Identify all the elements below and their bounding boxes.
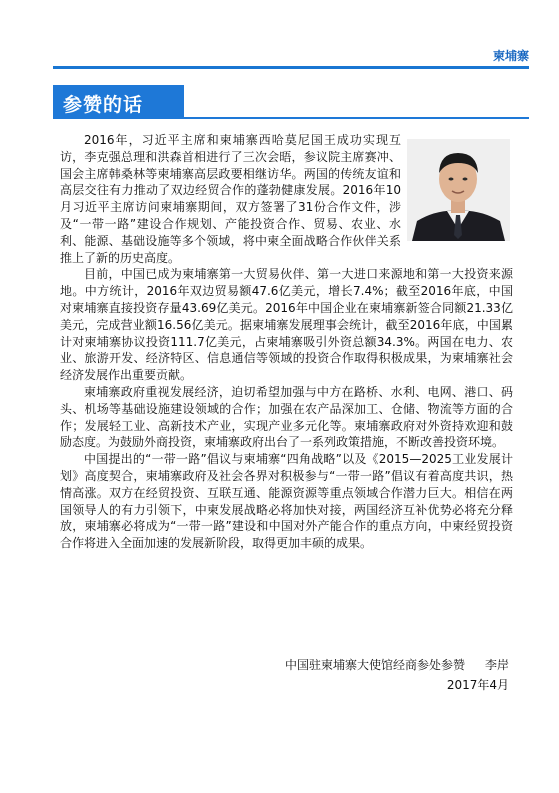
header-label: 柬埔寨 [492, 49, 529, 63]
section-banner [53, 85, 184, 119]
paragraph: 2016年，习近平主席和柬埔寨西哈莫尼国王成功实现互访，李克强总理和洪森首相进行了三次会晤，参议院主席赛冲、国会主席韩桑林等柬埔寨高层政要相继访华。两国的传统友谊和高层交往有力推动了双边经贸合作的蓬勃健康发展。2016年10月习近平主席访问柬埔寨期间，双方签署了31份合作文件，涉及“一带一路”建设合作规划、产能投资合作、贸易、农业、水利、能源、基础设施等多个领域，将中柬全面战略合作伙伴关系推上了新的历史高度。 [60, 133, 401, 265]
header-divider [53, 66, 529, 69]
signature-title: 中国驻柬埔寨大使馆经商参处参赞 [284, 658, 465, 672]
signature-name: 李岸 [484, 658, 509, 672]
section-divider [184, 117, 529, 119]
signature-line [285, 655, 509, 675]
paragraph: 目前，中国已成为柬埔寨第一大贸易伙伴、第一大进口来源地和第一大投资来源地。中方统计，2016年双边贸易额47.6亿美元，增长7.4%；截至2016年底，中国对柬埔寨直接投资存量43.69亿美元。2016年中国企业在柬埔寨新签合同额21.33亿美元，完成营业额16.56亿美元。据柬埔寨发展理事会统计，截至2016年底，中国累计对柬埔寨协议投资111.7亿美元，占柬埔寨吸引外资总额34.3%。两国在电力、农业、旅游开发、经济特区、信息通信等领域的投资合作取得积极成果，为柬埔寨社会经济发展作出重要贡献。 [60, 267, 513, 383]
section-title: 参赞的话 [63, 94, 144, 116]
signature-block [285, 655, 509, 695]
paragraph: 中国提出的“一带一路”倡议与柬埔寨“四角战略”以及《2015—2025工业发展计划》高度契合，柬埔寨政府及社会各界对积极参与“一带一路”倡议有着高度共识，热情高涨。双方在经贸投资、互联互通、能源资源等重点领域合作潜力巨大。相信在两国领导人的有力引领下，中柬发展战略必将加快对接，两国经济互补优势必将充分释放，柬埔寨必将成为“一带一路”建设和中国对外产能合作的重点方向，中柬经贸投资合作将进入全面加速的发展新阶段，取得更加丰硕的成果。 [60, 452, 513, 551]
signature-date: 2017年4月 [446, 678, 509, 692]
message-body [60, 132, 513, 552]
paragraph: 柬埔寨政府重视发展经济，迫切希望加强与中方在路桥、水利、电网、港口、码头、机场等基础设施建设领域的合作；加强在农产品深加工、仓储、物流等方面的合作；发展轻工业、高新技术产业，实现产业多元化等。柬埔寨政府对外资持欢迎和鼓励态度。为鼓励外商投资，柬埔寨政府出台了一系列政策措施，不断改善投资环境。 [60, 384, 513, 450]
